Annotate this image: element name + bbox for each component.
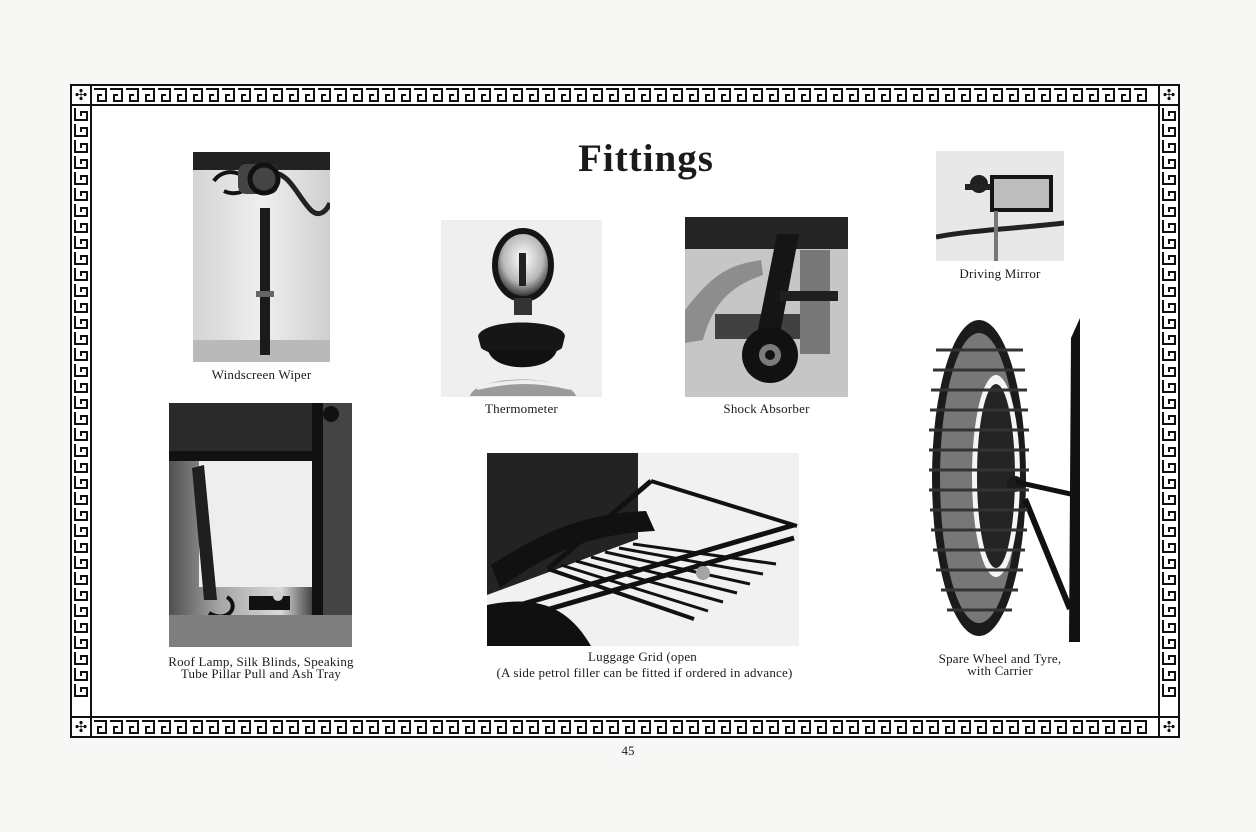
thermometer-caption: Thermometer xyxy=(485,401,558,416)
windscreen-wiper-caption: Windscreen Wiper xyxy=(211,367,312,382)
roof-lamp-caption-line-2: Tube Pillar Pull and Ash Tray xyxy=(180,666,342,681)
luggage-grid-caption-line-1: Luggage Grid (open xyxy=(587,649,697,664)
shock-absorber-caption: Shock Absorber xyxy=(723,401,810,416)
windscreen-wiper-photo xyxy=(193,152,330,362)
spare-wheel-photo xyxy=(921,318,1080,642)
luggage-grid-caption-line-2: (A side petrol filler can be fitted if ordered in advance) xyxy=(496,665,793,680)
spare-wheel-caption-line-1: Spare Wheel and Tyre, xyxy=(938,651,1062,666)
greek-key-corner-icon: ✣ xyxy=(1158,84,1180,106)
page-title: Fittings xyxy=(578,137,714,180)
roof-lamp-photo xyxy=(169,403,352,647)
driving-mirror-photo xyxy=(936,151,1064,261)
page-number: 45 xyxy=(621,743,635,758)
luggage-grid-photo xyxy=(487,453,799,646)
shock-absorber-photo xyxy=(685,217,848,397)
greek-key-border-top xyxy=(70,84,1180,106)
greek-key-border-left xyxy=(70,84,92,738)
driving-mirror-caption: Driving Mirror xyxy=(959,266,1041,281)
greek-key-corner-icon: ✣ xyxy=(1158,716,1180,738)
greek-key-corner-icon: ✣ xyxy=(70,716,92,738)
greek-key-border-right xyxy=(1158,84,1180,738)
thermometer-photo xyxy=(441,220,602,397)
greek-key-corner-icon: ✣ xyxy=(70,84,92,106)
greek-key-border-bottom xyxy=(70,716,1180,738)
spare-wheel-caption-line-2: with Carrier xyxy=(967,663,1033,678)
roof-lamp-caption-line-1: Roof Lamp, Silk Blinds, Speaking xyxy=(168,654,354,669)
